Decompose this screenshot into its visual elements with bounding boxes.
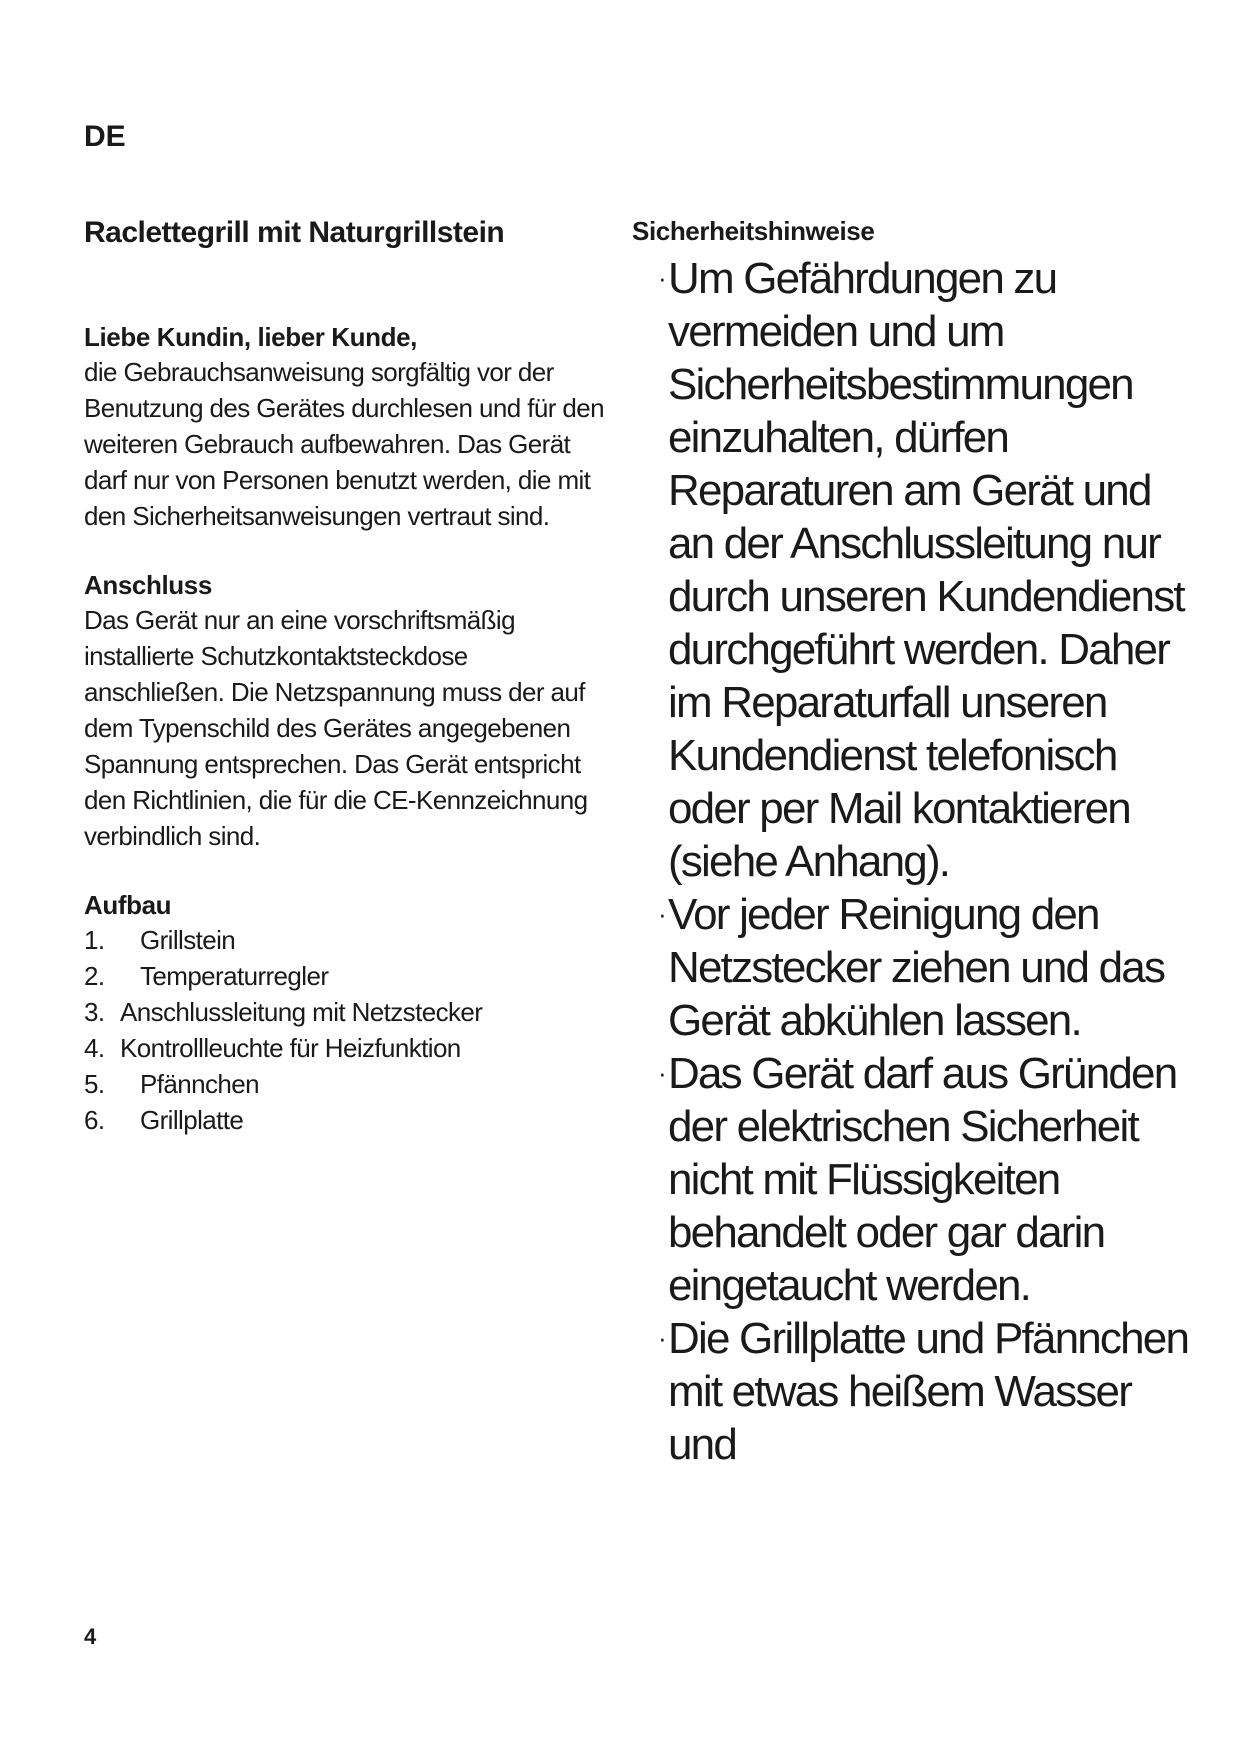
item-label: Kontrollleuchte für Heizfunktion [120,1033,461,1063]
connection-heading: Anschluss [84,570,212,600]
safety-text: Vor jeder Reinigung den Netzstecker ziehen und das Gerät abkühlen lassen. [668,890,1165,1045]
safety-item [632,252,1192,888]
safety-list [632,252,1192,1471]
right-column [632,214,1192,1471]
bullet-icon: · [658,1323,665,1353]
list-item [84,1030,614,1066]
greeting-text: die Gebrauchsanweisung sorgfältig vor der Benutzung des Gerätes durchlesen und für den weiteren Gebrauch aufbewahren. Das Gerät darf nur von Personen benutzt werden, die mit den Sicherheitsanweisungen vertraut sind. [84,357,604,531]
item-label: Grillplatte [140,1105,244,1135]
bullet-icon: · [658,263,665,293]
item-label: Grillstein [140,925,236,955]
language-code: DE [84,120,126,153]
safety-text: Die Grillplatte und Pfännchen mit etwas heißem Wasser und [668,1314,1189,1469]
assembly-heading: Aufbau [84,890,172,920]
item-number: 5. [84,1069,105,1099]
safety-item [632,1047,1192,1312]
safety-item [632,888,1192,1047]
item-label: Pfännchen [140,1069,259,1099]
item-number: 1. [84,925,105,955]
safety-item [632,1312,1192,1471]
safety-heading: Sicherheitshinweise [632,216,875,246]
bullet-icon: · [658,1058,665,1088]
list-item [84,1102,614,1138]
bullet-icon: · [658,899,665,929]
page-number: 4 [84,1624,97,1649]
item-number: 3. [84,997,105,1027]
list-item [84,922,614,958]
item-label: Temperaturregler [140,961,329,991]
item-label: Anschlussleitung mit Netzstecker [120,997,483,1027]
connection-text: Das Gerät nur an eine vorschriftsmäßig installierte Schutzkontaktsteckdose anschließen. Die Netzspannung muss der auf dem Typenschild des Gerätes angegebenen Spannung entsprechen. Das Gerät entspricht den Richtlinien, die für die CE-Kennzeichnung verbindlich sind. [84,605,588,851]
parts-list [84,922,614,1138]
assembly-section [84,888,614,1138]
list-item [84,1066,614,1102]
item-number: 4. [84,1033,105,1063]
document-title: Raclettegrill mit Naturgrillstein [84,216,505,249]
list-item [84,958,614,994]
greeting-heading: Liebe Kundin, lieber Kunde, [84,322,418,352]
item-number: 2. [84,961,105,991]
item-number: 6. [84,1105,105,1135]
list-item [84,994,614,1030]
safety-text: Um Gefährdungen zu vermeiden und um Sicherheitsbestimmungen einzuhalten, dürfen Reparaturen am Gerät und an der Anschlussleitung nur durch unseren Kundendienst durchgeführt werden. Daher im Reparaturfall unseren Kundendienst telefonisch oder per Mail kontaktieren (siehe Anhang). [668,254,1184,886]
left-column [84,214,614,1138]
greeting-section [84,320,614,534]
safety-text: Das Gerät darf aus Gründen der elektrischen Sicherheit nicht mit Flüssigkeiten behandelt oder gar darin eingetaucht werden. [668,1049,1177,1310]
connection-section [84,568,614,854]
